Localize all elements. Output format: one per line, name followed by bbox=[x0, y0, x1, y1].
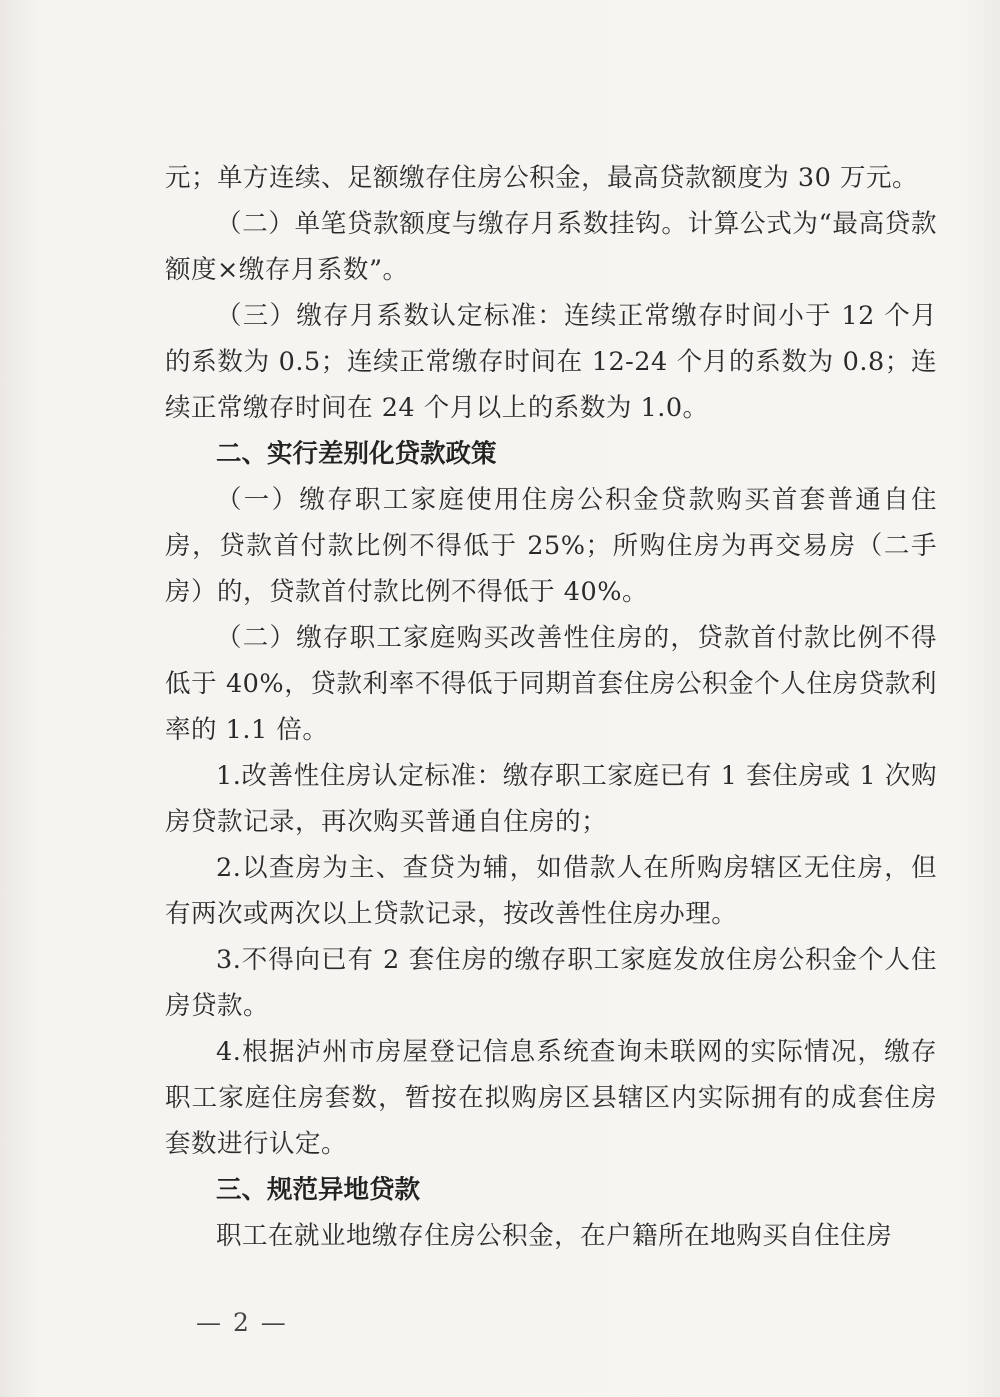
paragraph-remote-loans: 职工在就业地缴存住房公积金，在户籍所在地购买自住住房 bbox=[216, 1221, 893, 1251]
paragraph-item-3: 3.不得向已有 2 套住房的缴存职工家庭发放住房公积金个人住房贷款。 bbox=[165, 945, 937, 1021]
paragraph-coefficient-standard: （三）缴存月系数认定标准：连续正常缴存时间小于 12 个月的系数为 0.5；连续正常缴存时间在 12-24 个月的系数为 0.8；连续正常缴存时间在 24 个月以上的系数为 1.0。 bbox=[165, 301, 937, 423]
paragraph-improvement-home: （二）缴存职工家庭购买改善性住房的，贷款首付款比例不得低于 40%，贷款利率不得低于同期首套住房公积金个人住房贷款利率的 1.1 倍。 bbox=[165, 623, 937, 745]
paragraph-item-1: 1.改善性住房认定标准：缴存职工家庭已有 1 套住房或 1 次购房贷款记录，再次购买普通自住房的； bbox=[165, 761, 937, 837]
section-heading-differentiated-policy: 二、实行差别化贷款政策 bbox=[216, 439, 497, 469]
page-number: — 2 — bbox=[196, 1308, 288, 1337]
paragraph-first-home: （一）缴存职工家庭使用住房公积金贷款购买首套普通自住房，贷款首付款比例不得低于 25%；所购住房为再交易房（二手房）的，贷款首付款比例不得低于 40%。 bbox=[165, 485, 937, 607]
paragraph-continued: 元；单方连续、足额缴存住房公积金，最高贷款额度为 30 万元。 bbox=[165, 163, 918, 193]
paragraph-item-2: 2.以查房为主、查贷为辅，如借款人在所购房辖区无住房，但有两次或两次以上贷款记录，按改善性住房办理。 bbox=[165, 853, 937, 929]
document-body bbox=[165, 155, 937, 1259]
paragraph-loan-limit-coefficient: （二）单笔贷款额度与缴存月系数挂钩。计算公式为“最高贷款额度×缴存月系数”。 bbox=[165, 209, 937, 285]
paragraph-item-4: 4.根据泸州市房屋登记信息系统查询未联网的实际情况，缴存职工家庭住房套数，暂按在拟购房区县辖区内实际拥有的成套住房套数进行认定。 bbox=[165, 1037, 937, 1159]
section-heading-remote-loans: 三、规范异地贷款 bbox=[216, 1175, 421, 1205]
